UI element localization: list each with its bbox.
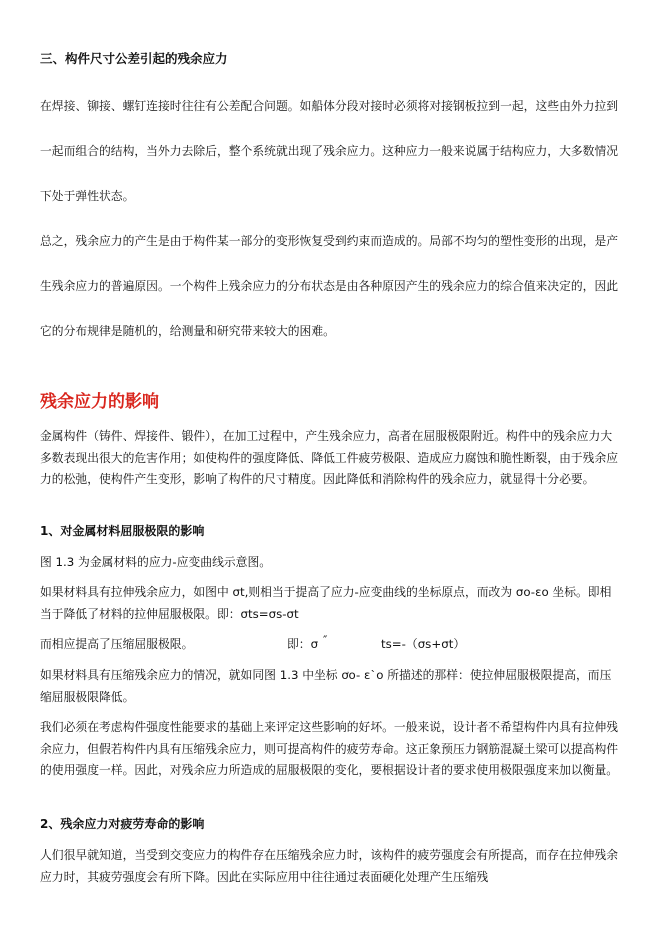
formula-right-text: ts=-（σs+σt） [381,637,466,651]
formula-line-compression [40,635,622,653]
paragraph-summary: 总之，残余应力的产生是由于构件某一部分的变形恢复受到约束而造成的。局部不均匀的塑性变形的出现，是产生残余应力的普遍原因。一个构件上残余应力的分布状态是由各种原因产生的残余应力的综合值来决定的，因此它的分布规律是随机的，给测量和研究带来较大的困难。 [40,234,619,338]
subheading-fatigue-life: 2、残余应力对疲劳寿命的影响 [40,817,205,831]
paragraph-tolerance: 在焊接、铆接、螺钉连接时往往有公差配合问题。如船体分段对接时必须将对接钢板拉到一起，这些由外力拉到一起而组合的结构，当外力去除后，整个系统就出现了残余应力。这种应力一般来说属于结构应力，大多数情况下处于弹性状态。 [40,99,619,203]
subheading-yield-limit: 1、对金属材料屈服极限的影响 [40,524,205,538]
paragraph-compressive-residual: 如果材料具有压缩残余应力的情况，就如同图 1.3 中坐标 ơo- ε`o 所描述的那样：使拉伸屈服极限提高，而压缩屈服极限降低。 [40,668,612,704]
formula-left-text: 而相应提高了压缩屈服极限。 [40,637,194,651]
paragraph-fatigue: 人们很早就知道，当受到交变应力的构件存在压缩残余应力时，该构件的疲劳强度会有所提高，而存在拉伸残余应力时，其疲劳强度会有所下降。因此在实际应用中往往通过表面硬化处理产生压缩残 [40,848,619,884]
section-title-influence: 残余应力的影响 [40,392,159,412]
paragraph-evaluation: 我们必须在考虑构件强度性能要求的基础上来评定这些影响的好坏。一般来说，设计者不希望构件内具有拉伸残余应力，但假若构件内具有压缩残余应力，则可提高构件的疲劳寿命。这正象预压力钢筋混凝土梁可以提高构件的使用强度一样。因此，对残余应力所造成的屈服极限的变化，要根据设计者的要求使用极限强度来加以衡量。 [40,720,619,777]
formula-sigma: 即：σ [287,637,319,651]
paragraph-influence-intro: 金属构件（铸件、焊接件、锻件），在加工过程中，产生残余应力，高者在屈服极限附近。构件中的残余应力大多数表现出很大的危害作用；如使构件的强度降低、降低工件疲劳极限、造成应力腐蚀和脆性断裂，由于残余应力的松弛，使构件产生变形，影响了构件的尺寸精度。因此降低和消除构件的残余应力，就显得十分必要。 [40,429,619,486]
paragraph-figure-reference: 图 1.3 为金属材料的应力-应变曲线示意图。 [40,555,272,569]
section-heading-3: 三、构件尺寸公差引起的残余应力 [40,51,228,66]
formula-prime-mark: ″ [323,633,328,647]
paragraph-tensile-residual: 如果材料具有拉伸残余应力，如图中 σt,则相当于提高了应力-应变曲线的坐标原点，而改为 σo-εo 坐标。即相当于降低了材料的拉伸屈服极限。即：σts=σs-σt [40,585,612,621]
